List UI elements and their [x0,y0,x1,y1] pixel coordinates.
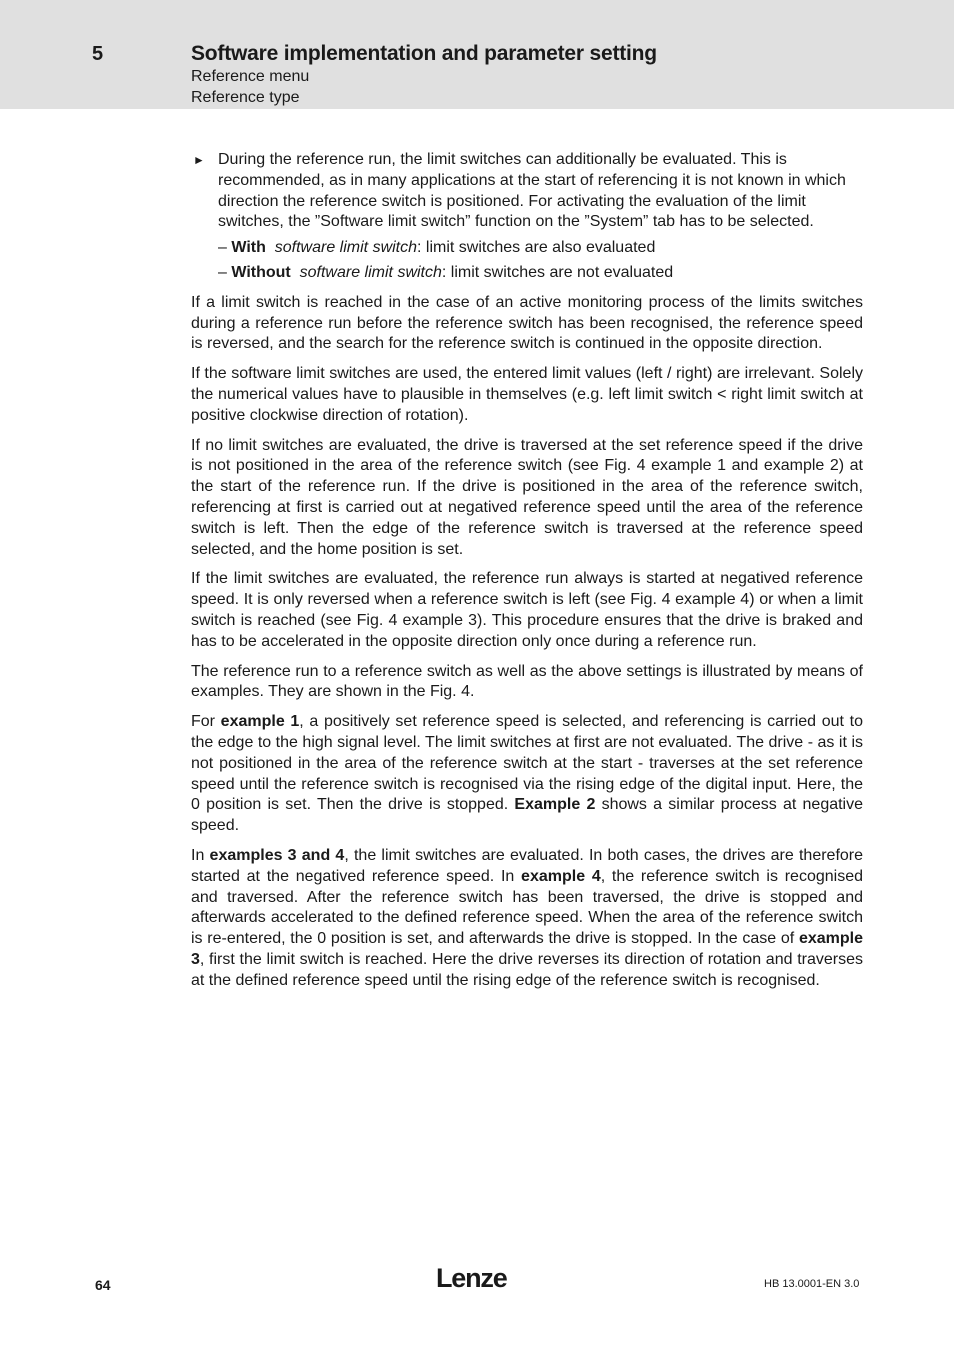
chapter-number: 5 [92,43,104,65]
paragraph-examples-intro: The reference run to a reference switch as well as the above settings is illustrated by means of examples. They are shown in the Fig. 4. [191,662,863,701]
option-italic: software limit switch [299,263,442,281]
body-content [191,150,863,991]
paragraph-no-limit-switches: If no limit switches are evaluated, the drive is traversed at the set reference speed if the drive is not positioned in the area of the reference switch (see Fig. 4 example 1 and example 2) at the start of the reference run. If the drive is positioned in the area of the reference switch, referencing at first is carried out at negatived reference speed until the area of the reference switch is left. Then the edge of the reference switch is traversed at the reference speed selected, and the home position is set. [191,436,863,558]
section-subtitle: Reference menu [191,68,310,85]
paragraph-limit-switches-evaluated: If the limit switches are evaluated, the reference run always is started at negatived reference speed. It is only reversed when a reference switch is left (see Fig. 4 example 4) or when a limit switch is reached (see Fig. 4 example 3). This procedure ensures that the drive is braked and has to be accelerated in the opposite direction only once during a reference run. [191,570,863,650]
lenze-logo: Lenze [436,1263,507,1293]
option-without [218,263,863,284]
chapter-title: Software implementation and parameter setting [191,42,657,65]
bullet-item [191,150,863,233]
option-bold: With [231,239,266,257]
bullet-arrow-icon: ► [193,153,205,167]
option-rest: : limit switches are also evaluated [417,239,656,257]
option-italic: software limit switch [274,239,418,257]
paragraph-software-limits: If the software limit switches are used, the entered limit values (left / right) are irrelevant. Solely the numerical values have to plausible in themselves (e.g. left limit switch < right limit switch at positive clockwise direction of rotation). [191,365,863,424]
option-dash: – [218,239,227,257]
option-rest: : limit switches are not evaluated [441,263,674,281]
subsection-subtitle: Reference type [191,89,300,106]
option-with [218,238,863,259]
option-dash: – [218,263,227,281]
bullet-text: During the reference run, the limit switches can additionally be evaluated. This is recommended, as in many applications at the start of referencing it is not known in which direction the reference switch is positioned. For activating the evaluation of the limit switches, the ”Software limit switch” function on the ”System” tab has to be selected. [218,151,846,231]
document-reference: HB 13.0001-EN 3.0 [764,1278,860,1290]
option-bold: Without [231,263,291,281]
paragraph-examples-3-4: In examples 3 and 4, the limit switches are evaluated. In both cases, the drives are therefore started at the negatived reference speed. In example 4, the reference switch is recognised and traversed. After the reference switch has been traversed, the drive is stopped and afterwards accelerated to the defined reference speed. When the area of the reference switch is re-entered, the 0 position is set, and afterwards the drive is stopped. In the case of example 3, first the limit switch is reached. Here the drive reverses its direction of rotation and traverses at the defined reference speed until the rising edge of the reference switch is recognised. [191,846,864,989]
paragraph-limit-switch-reached: If a limit switch is reached in the case of an active monitoring process of the limits switches during a reference run before the reference switch has been recognised, the reference speed is reversed, and the search for the reference switch is continued in the opposite direction. [191,293,863,353]
paragraph-examples-1-2: For example 1, a positively set reference speed is selected, and referencing is carried out to the edge to the high signal level. The limit switches at first are not evaluated. The drive - as it is not positioned in the area of the reference switch at the start - traverses at the set reference speed until the reference switch is recognised via the rising edge of the digital input. Here, the 0 position is set. Then the drive is stopped. Example 2 shows a similar process at negative speed. [191,713,864,835]
page-number: 64 [95,1277,111,1293]
